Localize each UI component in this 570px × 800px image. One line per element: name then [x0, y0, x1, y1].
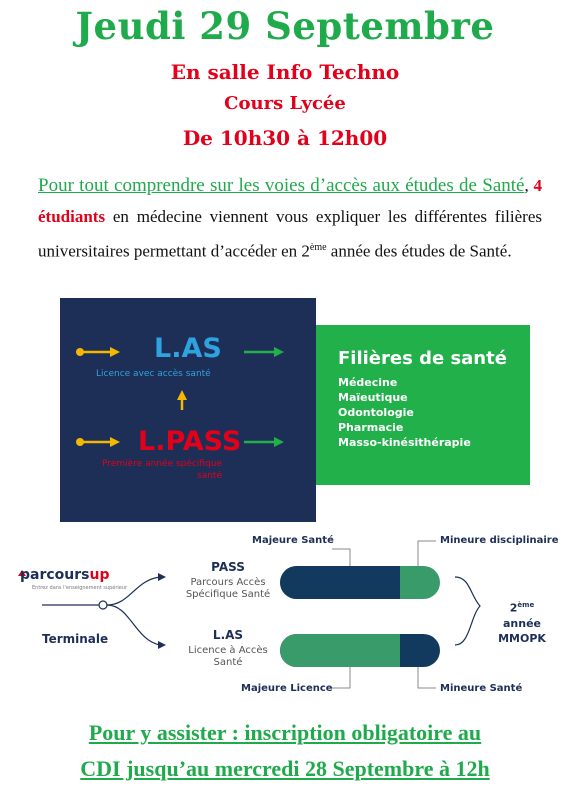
- intro-text-b: année des études de Santé.: [326, 241, 512, 261]
- majeure-licence-label: Majeure Licence: [241, 683, 333, 694]
- filiere-item: Masso-kinésithérapie: [338, 436, 471, 449]
- lpass-output-arrow-icon: [244, 437, 284, 447]
- registration-line-2: CDI jusqu’au mercredi 28 Septembre à 12h: [80, 756, 490, 781]
- merge-brace-icon: [455, 577, 480, 645]
- intro-comma: ,: [524, 176, 534, 195]
- parcoursup-tagline: Entrez dans l'enseignement supérieur: [32, 585, 128, 591]
- event-date-title: Jeudi 29 Septembre: [75, 4, 495, 48]
- annee-rest: année: [502, 616, 541, 630]
- pass-description: Parcours Accès Spécifique Santé: [185, 577, 271, 600]
- event-location: En salle Info Techno: [170, 60, 400, 84]
- up-arrow-icon: [177, 390, 187, 410]
- lpass-subtitle: Première année spécifique santé: [102, 459, 222, 481]
- annee-number: 2: [509, 601, 518, 615]
- las-input-arrow-icon: [76, 347, 120, 357]
- lpass-input-arrow-icon: [76, 437, 120, 447]
- second-year-label: [492, 598, 552, 646]
- intro-students: 4 étudiants: [38, 176, 542, 226]
- majeure-sante-label: Majeure Santé: [252, 535, 334, 546]
- filiere-item: Médecine: [338, 376, 398, 389]
- lpass-title: L.PASS: [138, 426, 242, 457]
- las-output-arrow-icon: [244, 347, 284, 357]
- intro-text-a: en médecine viennent vous expliquer les différentes filières universitaires permettant d’accéder en 2: [38, 207, 542, 261]
- filiere-item: Maïeutique: [338, 391, 408, 404]
- pass-arrow-icon: [158, 573, 166, 581]
- las-pill: [280, 634, 440, 667]
- terminale-node-icon: [99, 601, 107, 609]
- terminale-label: Terminale: [42, 632, 109, 646]
- pass-pill: [280, 566, 440, 599]
- mmopk-label: MMOPK: [498, 631, 546, 645]
- filieres-title: Filières de santé: [338, 348, 507, 369]
- annee-sup: ème: [517, 601, 535, 609]
- las-title: L.AS: [154, 333, 222, 364]
- las-path-title: L.AS: [212, 628, 244, 642]
- filiere-item: Pharmacie: [338, 421, 404, 434]
- las-subtitle: Licence avec accès santé: [96, 369, 211, 379]
- mineure-sante-label: Mineure Santé: [440, 683, 523, 694]
- registration-line-1: Pour y assister : inscription obligatoire au: [88, 720, 482, 745]
- parcoursup-logo: [20, 567, 110, 583]
- mineure-disciplinaire-label: Mineure disciplinaire: [440, 535, 559, 546]
- las-description: Licence à Accès Santé: [188, 645, 268, 668]
- logo-right: up: [89, 567, 110, 583]
- event-time: De 10h30 à 12h00: [182, 126, 388, 150]
- logo-left: parcours: [20, 567, 90, 583]
- las-arrow-icon: [158, 641, 166, 649]
- intro-highlight: Pour tout comprendre sur les voies d’accès aux études de Santé: [38, 175, 525, 196]
- intro-sup: ème: [309, 242, 327, 253]
- event-audience: Cours Lycée: [224, 93, 346, 114]
- pass-title: PASS: [211, 560, 245, 574]
- filiere-item: Odontologie: [338, 406, 414, 419]
